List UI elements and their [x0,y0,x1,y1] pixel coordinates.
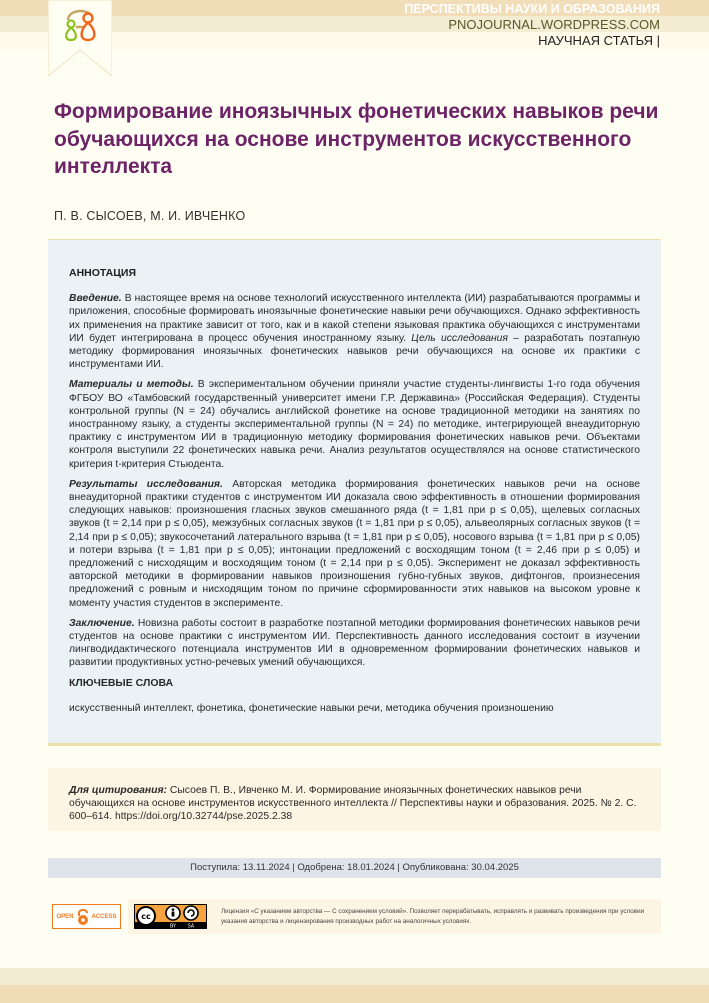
abstract-introduction [69,292,640,371]
citation-box [48,768,661,831]
cc-icon [137,907,155,925]
abstract-heading: АННОТАЦИЯ [69,267,137,279]
methods-text: В экспериментальном обучении приняли участие студенты-лингвисты 1-го года обучения ФГБОУ ВО «Тамбовский государственный университет имени Г.Р. Державина» (Российская Федерация). Студенты контрольной группы (N = 24) обучались английской фонетике на основе традиционной методики на занятиях по иностранному языку, а студенты экспериментальной группы (N = 24) по методике, интегрирующей внеаудиторную практику с инструментом ИИ в традиционную методику формирования фонетических навыков речи. Объектами контроля выступили 22 фонетических навыка речи. Анализ результатов осуществлялся на основе статистического критерия t-критерия Стьюдента. [69,379,640,470]
license-box [128,899,661,934]
results-label: Результаты исследования. [69,478,223,490]
journal-logo-ribbon [48,0,112,76]
open-access-badge[interactable] [52,904,121,929]
citation-label: Для цитирования: [69,785,167,796]
keywords-heading: КЛЮЧЕВЫЕ СЛОВА [69,676,174,689]
attribution-icon [166,906,180,920]
article-title: Формирование иноязычных фонетических навыков речи обучающихся на основе инструментов искусственного интеллекта [54,100,659,178]
journal-website-link[interactable]: PNOJOURNAL.WORDPRESS.COM [448,17,660,32]
license-text: Лицензия «С указанием авторства — С сохранением условий». Позволяет перерабатывать, исправлять и развивать произведения при условии указания авторства и лицензирования производных работ на аналогичных условиях. [221,908,645,925]
footer-band-bottom [0,985,709,1003]
aim-label: Цель исследования [411,332,508,344]
share-alike-icon [184,906,198,920]
license-row [48,899,661,934]
aim-text: – разработать поэтапную методику формирования иноязычных фонетических навыков речи обучающихся на основе их практики с инструментами ИИ. [69,332,640,371]
article-type: НАУЧНАЯ СТАТЬЯ | [538,33,660,48]
keywords-list: искусственный интеллект, фонетика, фонетические навыки речи, методика обучения произношению [69,702,554,714]
cc-label: cc [141,912,151,921]
abstract-conclusion [69,617,640,670]
cc-by-label: BY [170,924,176,929]
abstract-results [69,478,640,610]
open-access-left-label: OPEN [56,913,74,920]
cc-by-sa-badge[interactable] [134,904,207,929]
methods-label: Материалы и методы. [69,379,194,391]
publication-dates: Поступила: 13.11.2024 | Одобрена: 18.01.2024 | Опубликована: 30.04.2025 [48,858,661,878]
open-access-right-label: ACCESS [91,913,117,920]
introduction-text: В настоящее время на основе технологий искусственного интеллекта (ИИ) разрабатываются программы и приложения, способные формировать иноязычные фонетические навыки речи обучающихся. Однако эффективность их применения на практике зависит от того, как и в какой степени языковая практика обучающихся с инструментами ИИ будет интегрирована в процесс обучения иностранному языку. [69,293,640,344]
citation-text[interactable]: Сысоев П. В., Ивченко М. И. Формирование иноязычных фонетических навыков речи обучающихся на основе инструментов искусственного интеллекта // Перспективы науки и образования. 2025. № 2. С. 600–614. https://doi.org/10.32744/pse.2025.2.38 [69,785,637,823]
journal-name: ПЕРСПЕКТИВЫ НАУКИ И ОБРАЗОВАНИЯ [404,2,660,16]
article-authors: П. В. СЫСОЕВ, М. И. ИВЧЕНКО [54,209,246,223]
results-text: Авторская методика формирования фонетических навыков речи на основе внеаудиторной практики студентов с инструментом ИИ доказала свою эффективность в отношении формирования следующих навыков: произношения гласных звуков смешанного ряда (t = 1,81 при p ≤ 0,05), щелевых согласных звуков (t = 2,14 при p ≤ 0,05), межзубных согласных звуков (t = 1,81 при p ≤ 0,05), альвеолярных согласных звуков (t = 2,14 при p ≤ 0,05); звукосочетаний латерального взрыва (t = 1,81 при p ≤ 0,05), носового взрыва (t = 1,81 при p ≤ 0,05) и потери взрыва (t = 1,81 при p ≤ 0,05); интонации предложений с восходящим тоном (t = 2,46 при p ≤ 0,05) и предложений с нисходящим и восходящим тоном (t = 2,14 при p ≤ 0,05). Эксперимент не доказал эффективность авторской методики в формировании навыков произношения губно-губных звуков, дифтонгов, произнесения предложений с ровным и нисходящим тоном по причине сформированности этих навыков на высоком уровне к моменту участия студентов в эксперименте. [69,478,640,609]
conclusion-label: Заключение. [69,617,135,629]
abstract-methods [69,378,640,470]
open-lock-icon [76,908,90,926]
abstract-box [48,239,661,746]
conclusion-text: Новизна работы состоит в разработке поэтапной методики формирования фонетических навыков речи студентов на основе практики с инструментом ИИ. Перспективность данного исследования состоит в изучении лингводидактического потенциала инструментов ИИ в одновременном формировании фонетических навыков и развитии продуктивных устно-речевых умений обучающихся. [69,617,640,669]
footer-band-top [0,968,709,985]
cc-sa-label: SA [187,924,195,929]
introduction-label: Введение. [69,293,122,305]
